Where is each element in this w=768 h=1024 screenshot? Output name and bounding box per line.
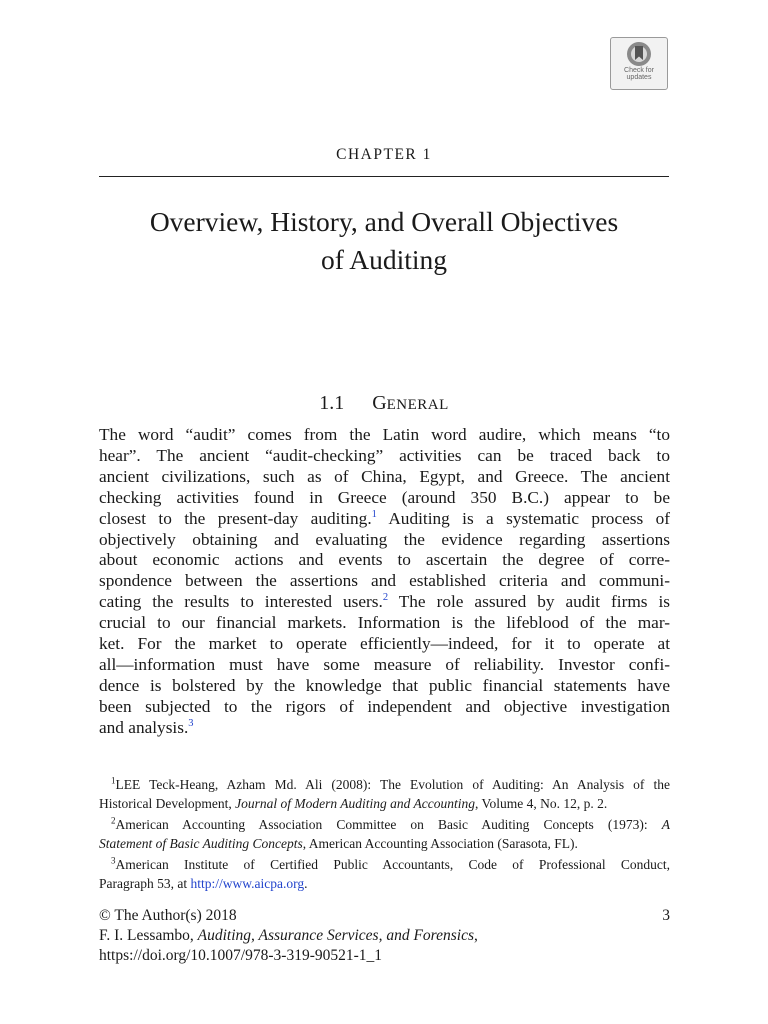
footnote-line xyxy=(99,816,670,835)
body-line: about economic actions and events to ascertain the degree of corre- xyxy=(99,550,670,570)
body-line: ket. For the market to operate efficiently—indeed, for it to operate at xyxy=(99,634,670,654)
bookmark-ribbon-icon xyxy=(626,41,652,67)
body-line xyxy=(99,718,670,739)
footnote-text: . xyxy=(304,875,308,891)
badge-line-1: Check for xyxy=(624,67,654,74)
footnote-ref-2[interactable]: 2 xyxy=(382,592,389,604)
section-title-rest: ENERAL xyxy=(386,397,449,413)
footnote-line xyxy=(99,856,670,875)
citation-line xyxy=(99,926,670,946)
body-text: and analysis. xyxy=(99,717,189,737)
footnote-text: American Accounting Association Committee on Basic Auditing Concepts (1973): xyxy=(115,817,662,832)
footnote-number: 3 xyxy=(111,855,116,866)
badge-line-2: updates xyxy=(626,74,652,81)
body-line: checking activities found in Greece (around 350 B.C.) appear to be xyxy=(99,487,670,507)
publication-title: Statement of Basic Auditing Concepts xyxy=(99,835,303,851)
body-text: closest to the present-day auditing. xyxy=(99,508,372,528)
footnote-text: Paragraph 53, at xyxy=(99,875,191,891)
journal-title: Journal of Modern Auditing and Accounting xyxy=(235,795,475,811)
footnote-text: American Institute of Certified Public Accountants, Code of Professional Conduct, xyxy=(115,857,670,872)
section-title-initial: G xyxy=(372,392,387,414)
chapter-divider xyxy=(99,176,669,177)
footnote-number: 2 xyxy=(111,815,116,826)
body-line: objectively obtaining and evaluating the evidence regarding assertions xyxy=(99,529,670,549)
chapter-title-line-1: Overview, History, and Overall Objectives xyxy=(149,206,619,237)
footnote-number: 1 xyxy=(111,775,116,786)
chapter-title-line-2: of Auditing xyxy=(320,244,448,275)
body-line: The word “audit” comes from the Latin word audire, which means “to xyxy=(99,425,670,444)
author-name: F. I. Lessambo, xyxy=(99,927,198,944)
chapter-label: CHAPTER 1 xyxy=(336,146,432,163)
footnote-line xyxy=(99,835,670,854)
book-title: Auditing, Assurance Services, and Forensics xyxy=(197,927,475,944)
footnote-text: Historical Development, xyxy=(99,795,236,811)
body-line: ancient civilizations, such as of China, Egypt, and Greece. The ancient xyxy=(99,466,670,486)
citation-punct: , xyxy=(474,927,478,944)
footnote-ref-1[interactable]: 1 xyxy=(371,508,377,520)
footnote-2 xyxy=(99,816,670,853)
chapter-title xyxy=(99,203,669,279)
body-text: Auditing is a systematic process of xyxy=(388,508,671,528)
body-line: dence is bolstered by the knowledge that public financial statements have xyxy=(99,675,670,695)
body-line: spondence between the assertions and established criteria and communi- xyxy=(99,571,670,591)
doi-link[interactable]: https://doi.org/10.1007/978-3-319-90521-1_1 xyxy=(99,947,383,964)
body-line: all—information must have some measure of reliability. Investor confi- xyxy=(99,654,670,674)
body-text: The role assured by audit firms is xyxy=(398,592,671,612)
body-line: been subjected to the rigors of independent and objective investigation xyxy=(99,696,670,716)
footnote-text: , American Accounting Association (Sarasota, FL). xyxy=(302,835,578,851)
footnote-ref-3[interactable]: 3 xyxy=(188,717,194,729)
body-line xyxy=(99,509,670,530)
footnote-line xyxy=(99,875,670,894)
body-line xyxy=(99,592,670,613)
body-line: hear”. The ancient “audit-checking” activities can be traced back to xyxy=(99,445,670,465)
footnote-3 xyxy=(99,856,670,893)
section-heading xyxy=(99,392,669,415)
body-text: cating the results to interested users. xyxy=(99,592,383,612)
footnote-line xyxy=(99,795,670,814)
footnotes xyxy=(99,776,670,896)
footnote-1 xyxy=(99,776,670,813)
body-paragraph xyxy=(99,425,670,739)
check-for-updates-badge[interactable] xyxy=(610,37,668,90)
footnote-line xyxy=(99,776,670,795)
page-number: 3 xyxy=(662,907,670,924)
publication-title: A xyxy=(661,817,670,832)
footnote-text: LEE Teck-Heang, Azham Md. Ali (2008): The Evolution of Auditing: An Analysis of the xyxy=(115,777,670,792)
section-number: 1.1 xyxy=(319,392,345,414)
footnote-text: , Volume 4, No. 12, p. 2. xyxy=(474,795,608,811)
aicpa-link[interactable]: http://www.aicpa.org xyxy=(190,875,305,891)
page-footer xyxy=(99,906,670,966)
copyright-line: © The Author(s) 2018 xyxy=(99,907,237,924)
body-line: crucial to our financial markets. Information is the lifeblood of the mar- xyxy=(99,613,670,633)
